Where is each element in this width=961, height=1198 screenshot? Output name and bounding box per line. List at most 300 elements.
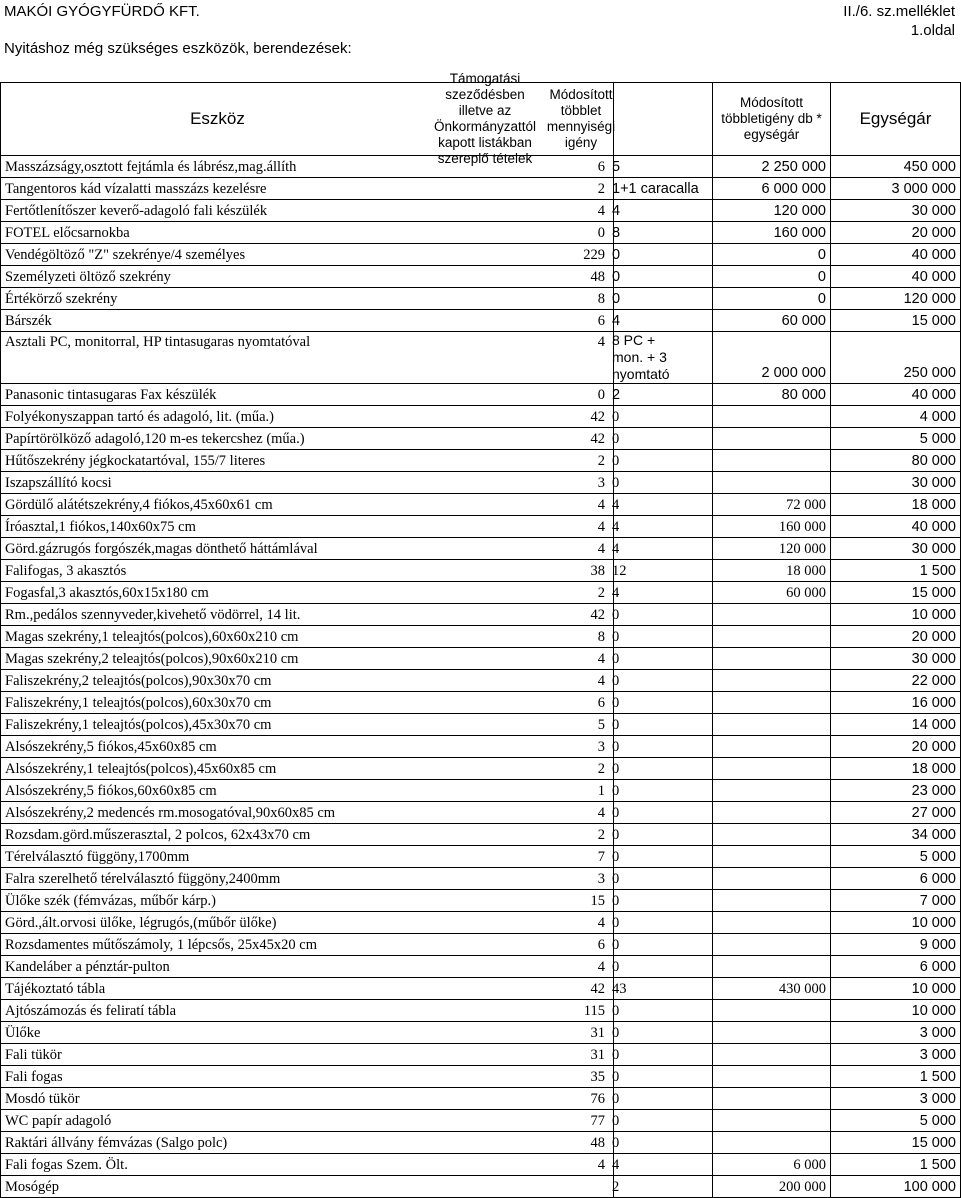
row-spacer-cell: [614, 310, 713, 332]
row-spacer-cell: [614, 450, 713, 472]
equipment-table: [0, 71, 961, 1198]
row-item-cell: [1, 406, 620, 428]
table-row: [1, 266, 961, 288]
row-spacer-cell: [614, 912, 713, 934]
item-quantity: 4: [597, 1157, 605, 1173]
row-spacer-cell: [614, 494, 713, 516]
table-row: [1, 912, 961, 934]
item-modified-qty: 0: [612, 717, 620, 733]
item-unit-price: 450 000: [831, 156, 961, 178]
item-name: Görd.,ált.orvosi ülőke, légrugós,(műbőr ülőke): [5, 915, 277, 931]
row-spacer-cell: [614, 1132, 713, 1154]
annex-label: II./6. sz.melléklet: [843, 3, 955, 20]
item-unit-price: 100 000: [831, 1176, 961, 1198]
item-modified-qty: 0: [612, 761, 620, 777]
table-row: [1, 780, 961, 802]
table-row: [1, 802, 961, 824]
item-unit-price: 1 500: [831, 1066, 961, 1088]
table-row: [1, 428, 961, 450]
item-quantity: 4: [597, 651, 605, 667]
item-total-value: 120 000: [713, 538, 831, 560]
row-item-cell: [1, 1000, 620, 1022]
item-quantity: 48: [590, 1135, 605, 1151]
item-name: Vendégöltöző "Z" szekrénye/4 személyes: [5, 247, 246, 263]
item-name: Fogasfal,3 akasztós,60x15x180 cm: [5, 585, 209, 601]
item-name: Mosdó tükör: [5, 1091, 80, 1107]
item-total-value: [713, 956, 831, 978]
item-unit-price: 3 000: [831, 1088, 961, 1110]
table-row: [1, 582, 961, 604]
item-unit-price: 120 000: [831, 288, 961, 310]
item-total-value: 0: [713, 288, 831, 310]
item-modified-qty: 0: [612, 651, 620, 667]
row-spacer-cell: [614, 780, 713, 802]
row-item-cell: [1, 582, 620, 604]
item-quantity: 4: [597, 915, 605, 931]
row-spacer-cell: [614, 582, 713, 604]
row-spacer-cell: [614, 604, 713, 626]
item-unit-price: 14 000: [831, 714, 961, 736]
item-total-value: 120 000: [713, 200, 831, 222]
item-name: Raktári állvány fémvázas (Salgo polc): [5, 1135, 228, 1151]
row-spacer-cell: [614, 1110, 713, 1132]
item-quantity: 3: [597, 739, 605, 755]
item-name: Tangentoros kád vízalatti masszázs kezelésre: [5, 181, 267, 197]
table-row: [1, 1154, 961, 1176]
row-spacer-cell: [614, 714, 713, 736]
item-modified-qty: 0: [612, 739, 620, 755]
item-unit-price: 3 000: [831, 1044, 961, 1066]
row-spacer-cell: [614, 846, 713, 868]
table-row: [1, 1132, 961, 1154]
item-unit-price: 23 000: [831, 780, 961, 802]
item-total-value: [713, 428, 831, 450]
table-row: [1, 1000, 961, 1022]
item-total-value: 160 000: [713, 516, 831, 538]
table-row: [1, 934, 961, 956]
company-name: MAKÓI GYÓGYFÜRDŐ KFT.: [4, 3, 200, 20]
row-item-cell: [1, 288, 621, 310]
item-modified-qty: 0: [612, 247, 621, 263]
item-modified-qty: 0: [612, 1047, 620, 1063]
item-modified-qty: 4: [612, 313, 621, 329]
item-quantity: 38: [590, 563, 605, 579]
item-name: FOTEL előcsarnokba: [5, 225, 130, 241]
item-unit-price: 80 000: [831, 450, 961, 472]
item-name: Papírtörölköző adagoló,120 m-es tekercshez (műa.): [5, 431, 305, 447]
table-row: [1, 222, 961, 244]
row-item-cell: [1, 494, 620, 516]
item-quantity: 42: [590, 409, 605, 425]
item-modified-qty: 0: [612, 1135, 620, 1151]
item-name: Ülőke: [5, 1025, 41, 1041]
item-unit-price: 6 000: [831, 868, 961, 890]
item-modified-qty: 0: [612, 629, 620, 645]
row-item-cell: [1, 670, 620, 692]
row-spacer-cell: [614, 428, 713, 450]
item-unit-price: 1 500: [831, 560, 961, 582]
column-header-modositott-tobblet: Módosított többlet mennyiségi igény: [546, 87, 616, 150]
item-total-value: 160 000: [713, 222, 831, 244]
item-modified-qty: 8: [612, 225, 621, 241]
row-spacer-cell: [614, 648, 713, 670]
item-total-value: [713, 1066, 831, 1088]
item-total-value: [713, 824, 831, 846]
row-spacer-cell: [614, 956, 713, 978]
item-modified-qty: 4: [612, 1157, 620, 1173]
table-row: [1, 200, 961, 222]
table-row: [1, 384, 961, 406]
item-name: Személyzeti öltöző szekrény: [5, 269, 171, 285]
item-name: Tájékoztató tábla: [5, 981, 106, 997]
row-item-cell: [1, 428, 620, 450]
item-name: Alsószekrény,5 fiókos,45x60x85 cm: [5, 739, 217, 755]
row-spacer-cell: [614, 1044, 713, 1066]
item-unit-price: 30 000: [831, 648, 961, 670]
item-name: Ajtószámozás és feliratí tábla: [5, 1003, 177, 1019]
item-total-value: [713, 604, 831, 626]
item-name: Fali fogas: [5, 1069, 63, 1085]
row-spacer-cell: [614, 156, 713, 178]
item-name: Masszázságy,osztott fejtámla és lábrész,mag.állíth: [5, 159, 297, 175]
item-unit-price: 20 000: [831, 222, 961, 244]
item-modified-qty: 4: [612, 203, 621, 219]
row-item-cell: [1, 1022, 620, 1044]
item-quantity: 2: [597, 453, 605, 469]
row-item-cell: [1, 846, 620, 868]
row-item-cell: [1, 714, 620, 736]
item-modified-qty: 12: [612, 563, 627, 579]
row-item-cell: [1, 178, 699, 200]
row-item-cell: [1, 384, 621, 406]
row-spacer-cell: [614, 670, 713, 692]
item-quantity: 115: [583, 1003, 605, 1019]
item-total-value: [713, 780, 831, 802]
item-name: Alsószekrény,5 fiókos,60x60x85 cm: [5, 783, 217, 799]
header-eszkoz-group: [1, 71, 616, 166]
item-total-value: 80 000: [713, 384, 831, 406]
item-unit-price: 3 000: [831, 1022, 961, 1044]
item-modified-qty: 0: [612, 1091, 620, 1107]
item-name: Iszapszállító kocsi: [5, 475, 112, 491]
item-quantity: 229: [583, 247, 605, 263]
item-unit-price: 3 000 000: [831, 178, 961, 200]
item-name: Fali tükör: [5, 1047, 62, 1063]
row-spacer-cell: [614, 1176, 713, 1198]
item-modified-qty: 0: [612, 1113, 620, 1129]
row-item-cell: [1, 560, 627, 582]
table-row: [1, 890, 961, 912]
item-name: Rozsdamentes műtőszámoly, 1 lépcsős, 25x45x20 cm: [5, 937, 317, 953]
table-row: [1, 332, 961, 384]
item-total-value: [713, 802, 831, 824]
item-unit-price: 18 000: [831, 758, 961, 780]
item-unit-price: 250 000: [831, 332, 961, 384]
table-row: [1, 178, 961, 200]
item-quantity: 0: [597, 387, 605, 403]
item-total-value: 2 000 000: [713, 332, 831, 384]
item-quantity: 4: [597, 203, 605, 219]
item-total-value: [713, 450, 831, 472]
item-modified-qty: 0: [612, 453, 620, 469]
table-row: [1, 868, 961, 890]
column-header-tamogatasi: Támogatási szeződésben illetve az Önkormányzattól kapott listákban szereplő tételek: [434, 71, 537, 166]
row-spacer-cell: [614, 384, 713, 406]
item-name: Asztali PC, monitorral, HP tintasugaras nyomtatóval: [5, 334, 311, 350]
item-modified-qty: 0: [612, 1025, 620, 1041]
row-item-cell: [1, 692, 620, 714]
item-total-value: 200 000: [713, 1176, 831, 1198]
item-quantity: 42: [590, 431, 605, 447]
table-row: [1, 472, 961, 494]
item-total-value: [713, 890, 831, 912]
item-quantity: 42: [590, 607, 605, 623]
item-unit-price: 5 000: [831, 1110, 961, 1132]
row-item-cell: [1, 222, 621, 244]
row-spacer-cell: [614, 538, 713, 560]
item-modified-qty: 0: [612, 871, 620, 887]
item-total-value: [713, 868, 831, 890]
row-item-cell: [1, 736, 620, 758]
item-total-value: 18 000: [713, 560, 831, 582]
item-modified-qty: 0: [612, 1069, 620, 1085]
item-total-value: 6 000 000: [713, 178, 831, 200]
item-unit-price: 4 000: [831, 406, 961, 428]
item-unit-price: 40 000: [831, 266, 961, 288]
item-modified-qty: 8 PC + mon. + 3 nyomtató: [612, 332, 670, 382]
item-unit-price: 15 000: [831, 582, 961, 604]
item-unit-price: 27 000: [831, 802, 961, 824]
item-total-value: 0: [713, 266, 831, 288]
row-item-cell: [1, 1132, 620, 1154]
row-item-cell: [1, 802, 620, 824]
table-row: [1, 736, 961, 758]
row-item-cell: [1, 332, 670, 384]
item-unit-price: 40 000: [831, 516, 961, 538]
item-unit-price: 22 000: [831, 670, 961, 692]
item-quantity: 6: [597, 313, 605, 329]
table-row: [1, 758, 961, 780]
item-unit-price: 10 000: [831, 1000, 961, 1022]
item-modified-qty: 0: [612, 959, 620, 975]
table-row: [1, 516, 961, 538]
row-item-cell: [1, 1154, 620, 1176]
item-total-value: [713, 1110, 831, 1132]
item-quantity: 2: [597, 761, 605, 777]
item-total-value: 2 250 000: [713, 156, 831, 178]
item-name: Folyékonyszappan tartó és adagoló, lit. (műa.): [5, 409, 274, 425]
column-header-egysegar: Egységár: [831, 83, 961, 156]
item-quantity: 76: [590, 1091, 605, 1107]
table-row: [1, 1088, 961, 1110]
item-name: Gördülő alátétszekrény,4 fiókos,45x60x61 cm: [5, 497, 273, 513]
table-row: [1, 1044, 961, 1066]
item-total-value: [713, 692, 831, 714]
item-unit-price: 9 000: [831, 934, 961, 956]
row-spacer-cell: [614, 736, 713, 758]
item-name: Mosógép: [5, 1179, 59, 1195]
item-total-value: [713, 648, 831, 670]
table-header-row: [1, 83, 961, 156]
row-item-cell: [1, 868, 620, 890]
item-total-value: [713, 714, 831, 736]
item-name: Ülőke szék (fémvázas, műbőr kárp.): [5, 893, 216, 909]
item-modified-qty: 4: [612, 497, 620, 513]
row-spacer-cell: [614, 222, 713, 244]
item-modified-qty: 0: [612, 431, 620, 447]
item-modified-qty: 4: [612, 519, 620, 535]
row-item-cell: [1, 450, 620, 472]
row-item-cell: [1, 780, 620, 802]
item-total-value: [713, 934, 831, 956]
item-name: Falra szerelhető térelválasztó függöny,2400mm: [5, 871, 281, 887]
item-unit-price: 20 000: [831, 626, 961, 648]
item-modified-qty: 0: [612, 849, 620, 865]
item-modified-qty: 0: [612, 607, 620, 623]
row-item-cell: [1, 978, 627, 1000]
row-item-cell: [1, 472, 620, 494]
item-modified-qty: 4: [612, 541, 620, 557]
item-modified-qty: 0: [612, 1003, 620, 1019]
row-spacer-cell: [614, 890, 713, 912]
item-unit-price: 40 000: [831, 384, 961, 406]
item-quantity: 5: [597, 717, 605, 733]
table-row: [1, 626, 961, 648]
table-row: [1, 310, 961, 332]
row-item-cell: [1, 648, 620, 670]
row-item-cell: [1, 1088, 620, 1110]
item-unit-price: 10 000: [831, 604, 961, 626]
item-name: Íróasztal,1 fiókos,140x60x75 cm: [5, 519, 196, 535]
table-row: [1, 648, 961, 670]
row-item-cell: [1, 890, 620, 912]
item-unit-price: 7 000: [831, 890, 961, 912]
item-total-value: [713, 406, 831, 428]
item-quantity: 2: [597, 181, 605, 197]
item-quantity: 4: [597, 334, 605, 350]
item-quantity: 6: [597, 695, 605, 711]
item-total-value: [713, 736, 831, 758]
table-row: [1, 1176, 961, 1198]
item-quantity: 4: [597, 519, 605, 535]
table-row: [1, 714, 961, 736]
item-name: WC papír adagoló: [5, 1113, 112, 1129]
item-quantity: 42: [590, 981, 605, 997]
table-row: [1, 494, 961, 516]
table-row: [1, 670, 961, 692]
item-total-value: [713, 472, 831, 494]
row-item-cell: [1, 516, 620, 538]
item-quantity: 4: [597, 959, 605, 975]
row-spacer-cell: [614, 1088, 713, 1110]
item-modified-qty: 0: [612, 475, 620, 491]
item-modified-qty: 0: [612, 673, 620, 689]
item-quantity: 31: [590, 1025, 605, 1041]
item-quantity: [524, 1177, 609, 1197]
item-name: Magas szekrény,2 teleajtós(polcos),90x60x210 cm: [5, 651, 299, 667]
row-item-cell: [1, 956, 620, 978]
row-spacer-cell: [614, 266, 713, 288]
item-quantity: 4: [597, 497, 605, 513]
item-quantity: 1: [597, 783, 605, 799]
item-total-value: [713, 846, 831, 868]
item-modified-qty: 0: [612, 695, 620, 711]
item-quantity: 8: [597, 629, 605, 645]
document-subtitle: Nyitáshoz még szükséges eszközök, berendezések:: [4, 40, 352, 57]
item-quantity: 35: [590, 1069, 605, 1085]
column-header-modositott-db: Módosított többletigény db * egységár: [713, 83, 831, 156]
item-unit-price: 30 000: [831, 538, 961, 560]
item-quantity: 48: [590, 269, 605, 285]
item-quantity: 4: [597, 541, 605, 557]
row-spacer-cell: [614, 802, 713, 824]
row-item-cell: [1, 758, 620, 780]
row-spacer-cell: [614, 516, 713, 538]
row-spacer-cell: [614, 758, 713, 780]
item-total-value: 6 000: [713, 1154, 831, 1176]
row-item-cell: [1, 266, 621, 288]
item-name: Értékörző szekrény: [5, 291, 118, 307]
item-unit-price: 15 000: [831, 310, 961, 332]
row-spacer-cell: [614, 1022, 713, 1044]
row-spacer-cell: [614, 1154, 713, 1176]
item-name: Alsószekrény,1 teleajtós(polcos),45x60x85 cm: [5, 761, 277, 777]
item-unit-price: 30 000: [831, 200, 961, 222]
item-modified-qty: 0: [612, 291, 621, 307]
item-unit-price: 10 000: [831, 978, 961, 1000]
item-name: Fali fogas Szem. Ölt.: [5, 1157, 128, 1173]
item-name: Hűtőszekrény jégkockatartóval, 155/7 literes: [5, 453, 266, 469]
item-unit-price: 10 000: [831, 912, 961, 934]
table-row: [1, 692, 961, 714]
item-total-value: [713, 1044, 831, 1066]
item-quantity: 2: [597, 827, 605, 843]
table-row: [1, 956, 961, 978]
row-spacer-cell: [614, 288, 713, 310]
item-name: Faliszekrény,1 teleajtós(polcos),60x30x70 cm: [5, 695, 272, 711]
item-name: Faliszekrény,2 teleajtós(polcos),90x30x70 cm: [5, 673, 272, 689]
row-spacer-cell: [614, 626, 713, 648]
item-modified-qty: 2: [612, 387, 621, 403]
row-spacer-cell: [614, 472, 713, 494]
item-total-value: 72 000: [713, 494, 831, 516]
row-spacer-cell: [614, 200, 713, 222]
item-quantity: 3: [597, 475, 605, 491]
column-header-spacer: [614, 83, 713, 156]
item-modified-qty: 0: [612, 893, 620, 909]
item-modified-qty: 0: [612, 783, 620, 799]
table-row: [1, 824, 961, 846]
row-item-cell: [1, 912, 620, 934]
item-name: Fertőtlenítőszer keverő-adagoló fali készülék: [5, 203, 268, 219]
row-spacer-cell: [614, 244, 713, 266]
item-quantity: 31: [590, 1047, 605, 1063]
item-modified-qty: 0: [612, 409, 620, 425]
item-unit-price: 5 000: [831, 846, 961, 868]
item-total-value: [713, 1088, 831, 1110]
item-total-value: 0: [713, 244, 831, 266]
row-item-cell: [1, 604, 620, 626]
item-unit-price: 40 000: [831, 244, 961, 266]
item-unit-price: 20 000: [831, 736, 961, 758]
table-row: [1, 1110, 961, 1132]
table-row: [1, 846, 961, 868]
item-name: Alsószekrény,2 medencés rm.mosogatóval,90x60x85 cm: [5, 805, 336, 821]
item-quantity: 7: [597, 849, 605, 865]
item-name: Rm.,pedálos szennyveder,kivehető vödörrel, 14 lit.: [5, 607, 301, 623]
item-quantity: 3: [597, 871, 605, 887]
item-modified-qty: 1+1 caracalla: [612, 181, 699, 197]
